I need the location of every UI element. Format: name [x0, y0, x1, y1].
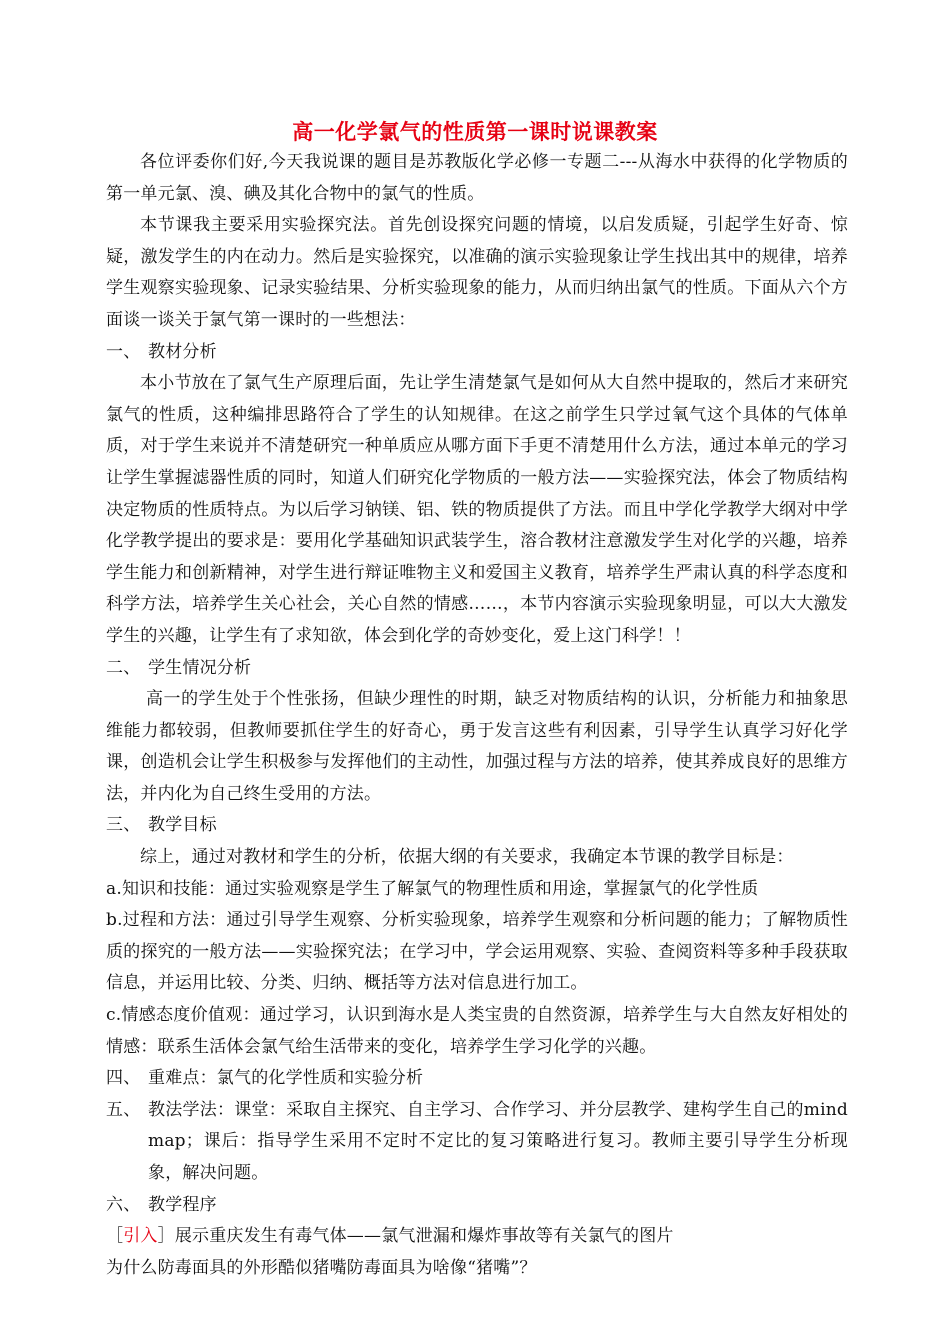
section-5-number: 五、	[106, 1099, 141, 1120]
section-5	[106, 1095, 848, 1190]
section-2-text: 高一的学生处于个性张扬，但缺少理性的时期，缺乏对物质结构的认识，分析能力和抽象思维能力都较弱，但教师要抓住学生的好奇心，勇于发言这些有利因素，引导学生认真学习好化学课，创造机会让学生积极参与发挥他们的主动性，加强过程与方法的培养，使其养成良好的思维方法，并内化为自己终生受用的方法。	[106, 689, 848, 804]
tag-close-bracket: ］	[157, 1226, 175, 1247]
document-body	[106, 147, 848, 1284]
intro-paragraph-2: 本节课我主要采用实验探究法。首先创设探究问题的情境，以启发质疑，引起学生好奇、惊疑，激发学生的内在动力。然后是实验探究，以准确的演示实验现象让学生找出其中的规律，培养学生观察实验现象、记录实验结果、分析实验现象的能力，从而归纳出氯气的性质。下面从六个方面谈一谈关于氯气第一课时的一些想法：	[106, 215, 848, 330]
intro-tag: 引入	[123, 1226, 158, 1247]
section-2-title: 学生情况分析	[148, 657, 252, 678]
section-2-number: 二、	[106, 657, 141, 678]
section-3-heading	[106, 810, 848, 842]
intro-step	[106, 1221, 848, 1253]
section-1-heading	[106, 337, 848, 369]
section-1-number: 一、	[106, 341, 141, 362]
section-3-text: 综上，通过对教材和学生的分析，依据大纲的有关要求，我确定本节课的教学目标是：	[140, 847, 794, 868]
section-2-heading	[106, 653, 848, 685]
document-title: 高一化学氯气的性质第一课时说课教案	[292, 120, 658, 144]
intro-paragraph-1: 各位评委你们好,今天我说课的题目是苏教版化学必修一专题二---从海水中获得的化学物质的第一单元氯、溴、碘及其化合物中的氯气的性质。	[106, 152, 848, 204]
goal-c: c.情感态度价值观：通过学习，认识到海水是人类宝贵的自然资源，培养学生与大自然友好相处的情感：联系生活体会氯气给生活带来的变化，培养学生学习化学的兴趣。	[106, 1005, 848, 1057]
section-4-number: 四、	[106, 1068, 141, 1089]
section-5-text: 教法学法：课堂：采取自主探究、自主学习、合作学习、并分层教学、建构学生自己的mind map；课后：指导学生采用不定时不定比的复习策略进行复习。教师主要引导学生分析现象，解决问题。	[148, 1099, 848, 1183]
section-3-title: 教学目标	[148, 815, 217, 836]
section-3-number: 三、	[106, 815, 141, 836]
section-6-title: 教学程序	[148, 1194, 217, 1215]
intro-question: 为什么防毒面具的外形酷似猪嘴防毒面具为啥像“猪嘴”？	[106, 1257, 537, 1278]
tag-open-bracket: ［	[106, 1226, 124, 1247]
section-4-title: 重难点：氯气的化学性质和实验分析	[148, 1068, 424, 1089]
section-4-heading	[106, 1063, 848, 1095]
goal-a: a.知识和技能：通过实验观察是学生了解氯气的物理性质和用途，掌握氯气的化学性质	[106, 878, 759, 899]
goal-b: b.过程和方法：通过引导学生观察、分析实验现象，培养学生观察和分析问题的能力；了解物质性质的探究的一般方法——实验探究法；在学习中，学会运用观察、实验、查阅资料等多种手段获取信息，并运用比较、分类、归纳、概括等方法对信息进行加工。	[106, 910, 848, 994]
section-1-title: 教材分析	[148, 341, 217, 362]
section-6-number: 六、	[106, 1194, 141, 1215]
section-1-text: 本小节放在了氯气生产原理后面，先让学生清楚氯气是如何从大自然中提取的，然后才来研究氯气的性质，这种编排思路符合了学生的认知规律。在这之前学生只学过氧气这个具体的气体单质，对于学生来说并不清楚研究一种单质应从哪方面下手更不清楚用什么方法，通过本单元的学习让学生掌握滤器性质的同时，知道人们研究化学物质的一般方法——实验探究法，体会了物质结构决定物质的性质特点。为以后学习钠镁、铝、铁的物质提供了方法。而且中学化学教学大纲对中学化学教学提出的要求是：要用化学基础知识武装学生，溶合教材注意激发学生对化学的兴趣，培养学生能力和创新精神，对学生进行辩证唯物主义和爱国主义教育，培养学生严肃认真的科学态度和科学方法，培养学生关心社会，关心自然的情感……，本节内容演示实验现象明显，可以大大激发学生的兴趣，让学生有了求知欲，体会到化学的奇妙变化，爱上这门科学！！	[106, 373, 848, 646]
section-6-heading	[106, 1190, 848, 1222]
intro-step-text: 展示重庆发生有毒气体——氯气泄漏和爆炸事故等有关氯气的图片	[174, 1226, 674, 1247]
